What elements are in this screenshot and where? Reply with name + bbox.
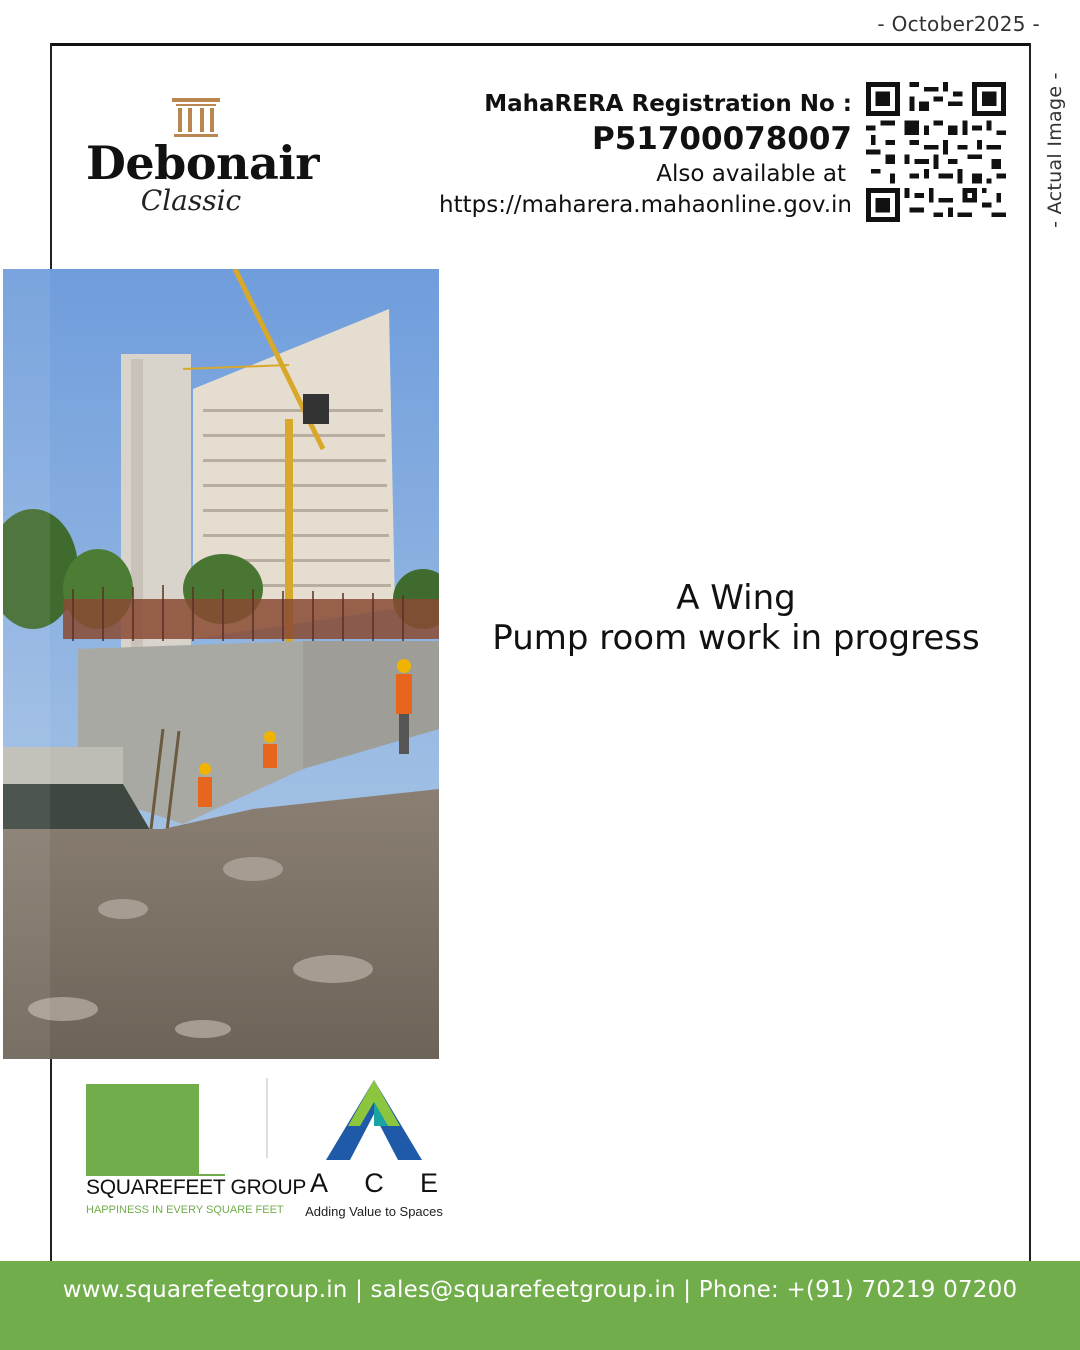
squarefeet-name-part1: SQUAREFEET xyxy=(86,1176,225,1199)
debonair-classic-logo xyxy=(86,96,319,226)
pillar-icon xyxy=(170,96,222,140)
ace-tagline: Adding Value to Spaces xyxy=(305,1204,443,1219)
ace-logo xyxy=(296,1080,452,1220)
rera-info xyxy=(439,88,852,220)
ace-letter-e: E xyxy=(419,1168,438,1198)
squarefeet-group-logo xyxy=(86,1078,307,1218)
qr-code-icon[interactable] xyxy=(866,82,1006,222)
rera-url[interactable]: https://maharera.mahaonline.gov.in xyxy=(439,192,852,218)
actual-image-label: - Actual Image - xyxy=(1044,72,1066,228)
construction-site-photo xyxy=(3,269,439,1059)
frame-top-border xyxy=(50,43,1031,46)
squarefeet-tagline: HAPPINESS IN EVERY SQUARE FEET xyxy=(86,1204,284,1216)
ace-triangle-icon xyxy=(326,1080,422,1164)
rera-number: P51700078007 xyxy=(592,121,852,157)
ace-letters xyxy=(310,1168,438,1199)
caption-wing: A Wing xyxy=(676,578,796,618)
caption-status: Pump room work in progress xyxy=(492,618,980,658)
squarefeet-name xyxy=(86,1176,306,1200)
squarefeet-outline xyxy=(266,1078,268,1158)
rera-availability: Also available at xyxy=(656,161,846,187)
ace-letter-a: A xyxy=(310,1168,329,1198)
logo-main-text: Debonair xyxy=(86,136,319,190)
photo-caption xyxy=(460,578,1012,658)
date-label: - October2025 - xyxy=(877,12,1040,36)
logo-sub-text: Classic xyxy=(140,184,242,217)
frame-right-border xyxy=(1029,43,1031,1261)
squarefeet-green-square xyxy=(86,1084,199,1176)
footer-contact[interactable]: www.squarefeetgroup.in | sales@squarefeetgroup.in | Phone: +(91) 70219 07200 xyxy=(62,1277,1018,1303)
rera-title: MahaRERA Registration No : xyxy=(484,91,852,117)
footer-bar xyxy=(0,1261,1080,1350)
ace-letter-c: C xyxy=(364,1168,384,1198)
squarefeet-name-part2: GROUP xyxy=(230,1176,307,1199)
